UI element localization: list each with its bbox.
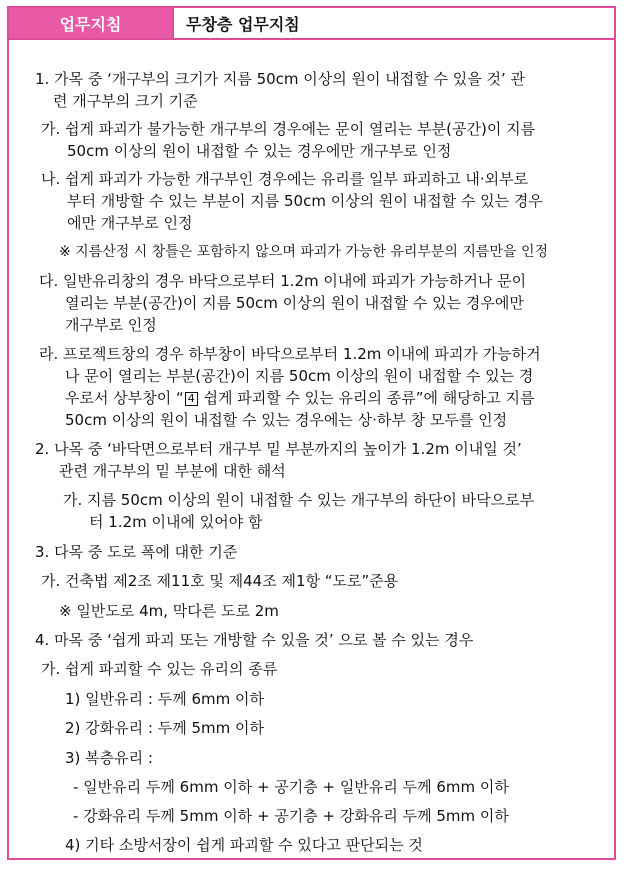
text-line: 나. 쉽게 파괴가 가능한 개구부인 경우에는 유리를 일부 파괴하고 내·외부로	[41, 170, 529, 188]
header-title: 무창층 업무지침	[174, 8, 614, 40]
note-line: ※ 일반도로 4m, 막다른 도로 2m	[59, 602, 279, 620]
text-line: - 일반유리 두께 6mm 이하 + 공기층 + 일반유리 두께 6mm 이하	[73, 778, 509, 796]
text-line: 가. 쉽게 파괴가 불가능한 개구부의 경우에는 문이 열리는 부분(공간)이 지름	[41, 120, 536, 138]
text-line: 부터 개방할 수 있는 부분이 지름 50cm 이상의 원이 내접할 수 있는 경우	[67, 192, 543, 210]
text-line: 열리는 부분(공간)이 지름 50cm 이상의 원이 내접할 수 있는 경우에만	[65, 294, 524, 312]
text-line: 가. 지름 50cm 이상의 원이 내접할 수 있는 개구부의 하단이 바닥으로부	[63, 491, 535, 509]
text-line: 터 1.2m 이내에 있어야 함	[89, 513, 263, 531]
text-line: 4) 기타 소방서장이 쉽게 파괴할 수 있다고 판단되는 것	[65, 836, 423, 854]
text-line: 가. 쉽게 파괴할 수 있는 유리의 종류	[41, 660, 278, 678]
text-line: 4. 마목 중 ‘쉽게 파괴 또는 개방할 수 있을 것’ 으로 볼 수 있는 경우	[35, 631, 474, 649]
text-line: - 강화유리 두께 5mm 이하 + 공기층 + 강화유리 두께 5mm 이하	[73, 807, 509, 825]
text-line: 라. 프로젝트창의 경우 하부창이 바닥으로부터 1.2m 이내에 파괴가 가능하거	[39, 345, 541, 363]
text-line: 3. 다목 중 도로 폭에 대한 기준	[35, 543, 238, 561]
text-line: 1. 가목 중 ‘개구부의 크기가 지름 50cm 이상의 원이 내접할 수 있을 것’ 관	[35, 70, 526, 88]
text-line: 가. 건축법 제2조 제11호 및 제44조 제1항 “도로”준용	[41, 572, 399, 590]
note-line: ※ 지름산정 시 창틀은 포함하지 않으며 파괴가 가능한 유리부분의 지름만을 인정	[59, 244, 548, 260]
text-line: 관련 개구부의 밑 부분에 대한 해석	[59, 462, 286, 480]
text-line: 3) 복층유리 :	[65, 749, 153, 767]
text-line: 련 개구부의 크기 기준	[53, 92, 198, 110]
text-line: 개구부로 인정	[65, 316, 157, 334]
text-line: 우로서 상부창이 “ 4 쉽게 파괴할 수 있는 유리의 종류”에 해당하고 지름	[65, 389, 535, 407]
header-tag: 업무지침	[9, 8, 174, 40]
text-line: 2) 강화유리 : 두께 5mm 이하	[65, 719, 264, 737]
text-line: 나 문이 열리는 부분(공간)이 지름 50cm 이상의 원이 내접할 수 있는 경	[65, 367, 534, 385]
text-line: 에만 개구부로 인정	[67, 214, 193, 232]
boxed-number: 4	[185, 392, 198, 406]
document-body	[9, 40, 614, 858]
text-line: 50cm 이상의 원이 내접할 수 있는 경우에는 상·하부 창 모두를 인정	[65, 411, 508, 429]
text-line: 2. 나목 중 ‘바닥면으로부터 개구부 밑 부분까지의 높이가 1.2m 이내일 것’	[35, 440, 522, 458]
text-line: 50cm 이상의 원이 내접할 수 있는 경우에만 개구부로 인정	[67, 142, 452, 160]
text-line: 다. 일반유리창의 경우 바닥으로부터 1.2m 이내에 파괴가 가능하거나 문이	[39, 272, 527, 290]
document-frame	[7, 6, 616, 860]
text-line: 1) 일반유리 : 두께 6mm 이하	[65, 690, 264, 708]
